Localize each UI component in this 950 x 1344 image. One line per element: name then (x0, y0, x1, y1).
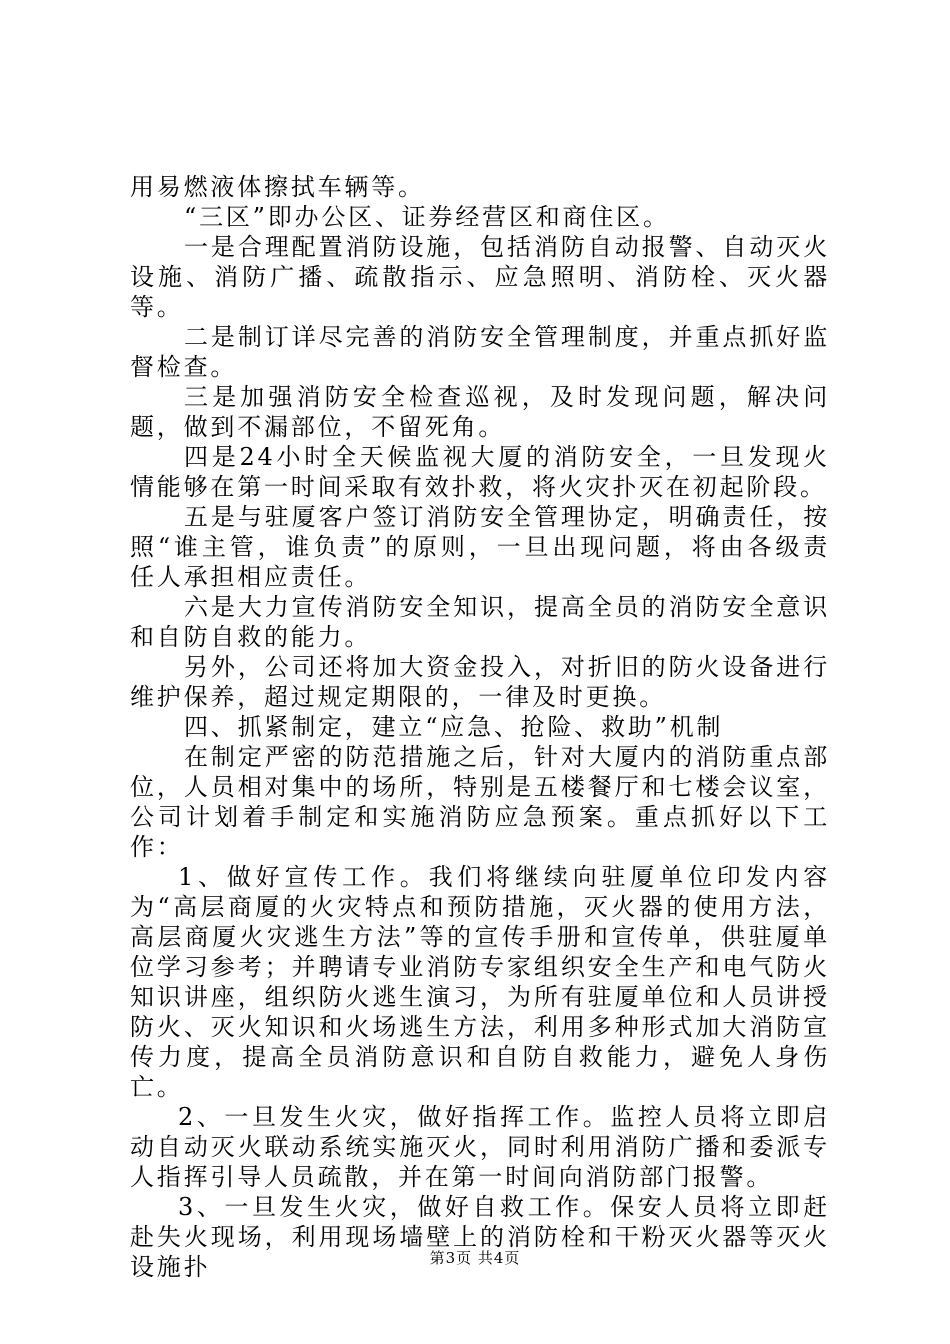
paragraph: 三是加强消防安全检查巡视，及时发现问题，解决问题，做到不漏部位，不留死角。 (130, 383, 830, 441)
paragraph: 2、一旦发生火灾，做好指挥工作。监控人员将立即启动自动灭火联动系统实施灭火，同时利用消防广播和委派专人指挥引导人员疏散，并在第一时间向消防部门报警。 (130, 1103, 830, 1191)
paragraph: 1、做好宣传工作。我们将继续向驻厦单位印发内容为“高层商厦的火灾特点和预防措施，灭火器的使用方法，高层商厦火灾逃生方法”等的宣传手册和宣传单，供驻厦单位学习参考；并聘请专业消防专家组织安全生产和电气防火知识讲座，组织防火逃生演习，为所有驻厦单位和人员讲授防火、灭火知识和火场逃生方法，利用多种形式加大消防宣传力度，提高全员消防意识和自防自救能力，避免人身伤亡。 (130, 863, 830, 1101)
paragraph: 另外，公司还将加大资金投入，对折旧的防火设备进行维护保养，超过规定期限的，一律及时更换。 (130, 653, 830, 711)
paragraph: 四是24小时全天候监视大厦的消防安全，一旦发现火情能够在第一时间采取有效扑救，将火灾扑灭在初起阶段。 (130, 443, 830, 501)
page-number-footer: 第3页 共4页 (429, 1249, 521, 1267)
document-body (130, 172, 830, 1282)
paragraph: 3、一旦发生火灾，做好自救工作。保安人员将立即赶赴失火现场，利用现场墙壁上的消防栓和干粉灭火器等灭火设施扑 (130, 1193, 830, 1281)
paragraph: 在制定严密的防范措施之后，针对大厦内的消防重点部位，人员相对集中的场所，特别是五楼餐厅和七楼会议室，公司计划着手制定和实施消防应急预案。重点抓好以下工作： (130, 743, 830, 861)
paragraph: 五是与驻厦客户签订消防安全管理协定，明确责任，按照“谁主管，谁负责”的原则，一旦出现问题，将由各级责任人承担相应责任。 (130, 503, 830, 591)
paragraph: 六是大力宣传消防安全知识，提高全员的消防安全意识和自防自救的能力。 (130, 593, 830, 651)
paragraph: 二是制订详尽完善的消防安全管理制度，并重点抓好监督检查。 (130, 323, 830, 381)
paragraph: 一是合理配置消防设施，包括消防自动报警、自动灭火设施、消防广播、疏散指示、应急照明、消防栓、灭火器等。 (130, 233, 830, 321)
paragraph: 用易燃液体擦拭车辆等。 (130, 173, 425, 201)
paragraph: “三区”即办公区、证券经营区和商住区。 (184, 203, 670, 231)
section-heading: 四、抓紧制定，建立“应急、抢险、救助”机制 (184, 713, 724, 741)
